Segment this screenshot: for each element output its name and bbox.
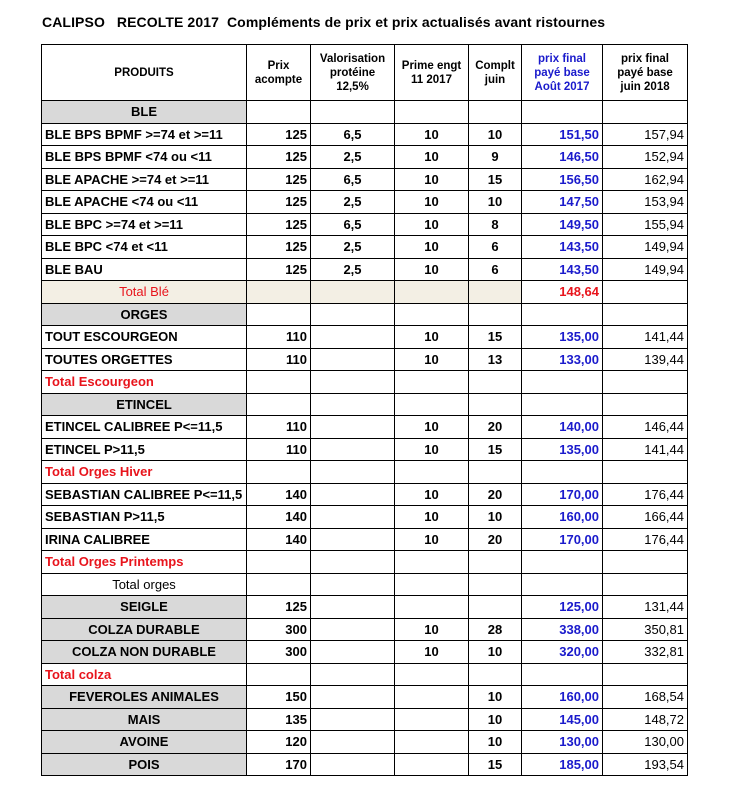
header-final-2017: prix final payé base Août 2017 [522,45,603,101]
section-etincel: ETINCEL [42,393,247,416]
total-colza-label: Total colza [42,663,247,686]
section-row-etincel [42,393,688,416]
total-ble-row [42,281,688,304]
table-row: COLZA DURABLE 300 10 28 338,00 350,81 [42,618,688,641]
price-table [41,44,688,776]
table-row: ETINCEL CALIBREE P<=11,5 110 10 20 140,00 146,44 [42,416,688,439]
table-row: BLE APACHE <74 ou <11 125 2,5 10 10 147,50 153,94 [42,191,688,214]
total-orges-printemps-label: Total Orges Printemps [42,551,247,574]
total-orges-row [42,573,688,596]
total-orges-printemps-row [42,551,688,574]
table-row: POIS 170 15 185,00 193,54 [42,753,688,776]
header-prime: Prime engt 11 2017 [395,45,469,101]
section-row-ble [42,101,688,124]
table-row: IRINA CALIBREE 140 10 20 170,00 176,44 [42,528,688,551]
table-row: SEIGLE 125 125,00 131,44 [42,596,688,619]
header-valorisation: Valorisation protéine 12,5% [311,45,395,101]
total-ble-label: Total Blé [42,281,247,304]
document-title: CALIPSO RECOLTE 2017 Compléments de prix et prix actualisés avant ristournes [42,14,606,30]
table-row: AVOINE 120 10 130,00 130,00 [42,731,688,754]
table-row: BLE BPS BPMF <74 ou <11 125 2,5 10 9 146,50 152,94 [42,146,688,169]
header-row [42,45,688,101]
table-row: ETINCEL P>11,5 110 10 15 135,00 141,44 [42,438,688,461]
total-colza-row [42,663,688,686]
total-orges-hiver-label: Total Orges Hiver [42,461,247,484]
section-ble: BLE [42,101,247,124]
table-row: BLE BPS BPMF >=74 et >=11 125 6,5 10 10 151,50 157,94 [42,123,688,146]
header-complt: Complt juin [469,45,522,101]
header-prix-acompte: Prix acompte [247,45,311,101]
table-row: TOUT ESCOURGEON 110 10 15 135,00 141,44 [42,326,688,349]
table-row: FEVEROLES ANIMALES 150 10 160,00 168,54 [42,686,688,709]
section-orges: ORGES [42,303,247,326]
total-escourgeon-label: Total Escourgeon [42,371,247,394]
header-final-2018: prix final payé base juin 2018 [603,45,688,101]
total-orges-label: Total orges [42,573,247,596]
table-row: SEBASTIAN P>11,5 140 10 10 160,00 166,44 [42,506,688,529]
total-orges-hiver-row [42,461,688,484]
table-row: COLZA NON DURABLE 300 10 10 320,00 332,81 [42,641,688,664]
table-row: SEBASTIAN CALIBREE P<=11,5 140 10 20 170,00 176,44 [42,483,688,506]
table-row: BLE BAU 125 2,5 10 6 143,50 149,94 [42,258,688,281]
table-row: BLE BPC <74 et <11 125 2,5 10 6 143,50 149,94 [42,236,688,259]
total-ble-value: 148,64 [522,281,603,304]
section-row-orges [42,303,688,326]
header-produits: PRODUITS [42,45,247,101]
table-row: TOUTES ORGETTES 110 10 13 133,00 139,44 [42,348,688,371]
table-row: BLE APACHE >=74 et >=11 125 6,5 10 15 156,50 162,94 [42,168,688,191]
table-row: BLE BPC >=74 et >=11 125 6,5 10 8 149,50 155,94 [42,213,688,236]
table-row: MAIS 135 10 145,00 148,72 [42,708,688,731]
total-escourgeon-row [42,371,688,394]
